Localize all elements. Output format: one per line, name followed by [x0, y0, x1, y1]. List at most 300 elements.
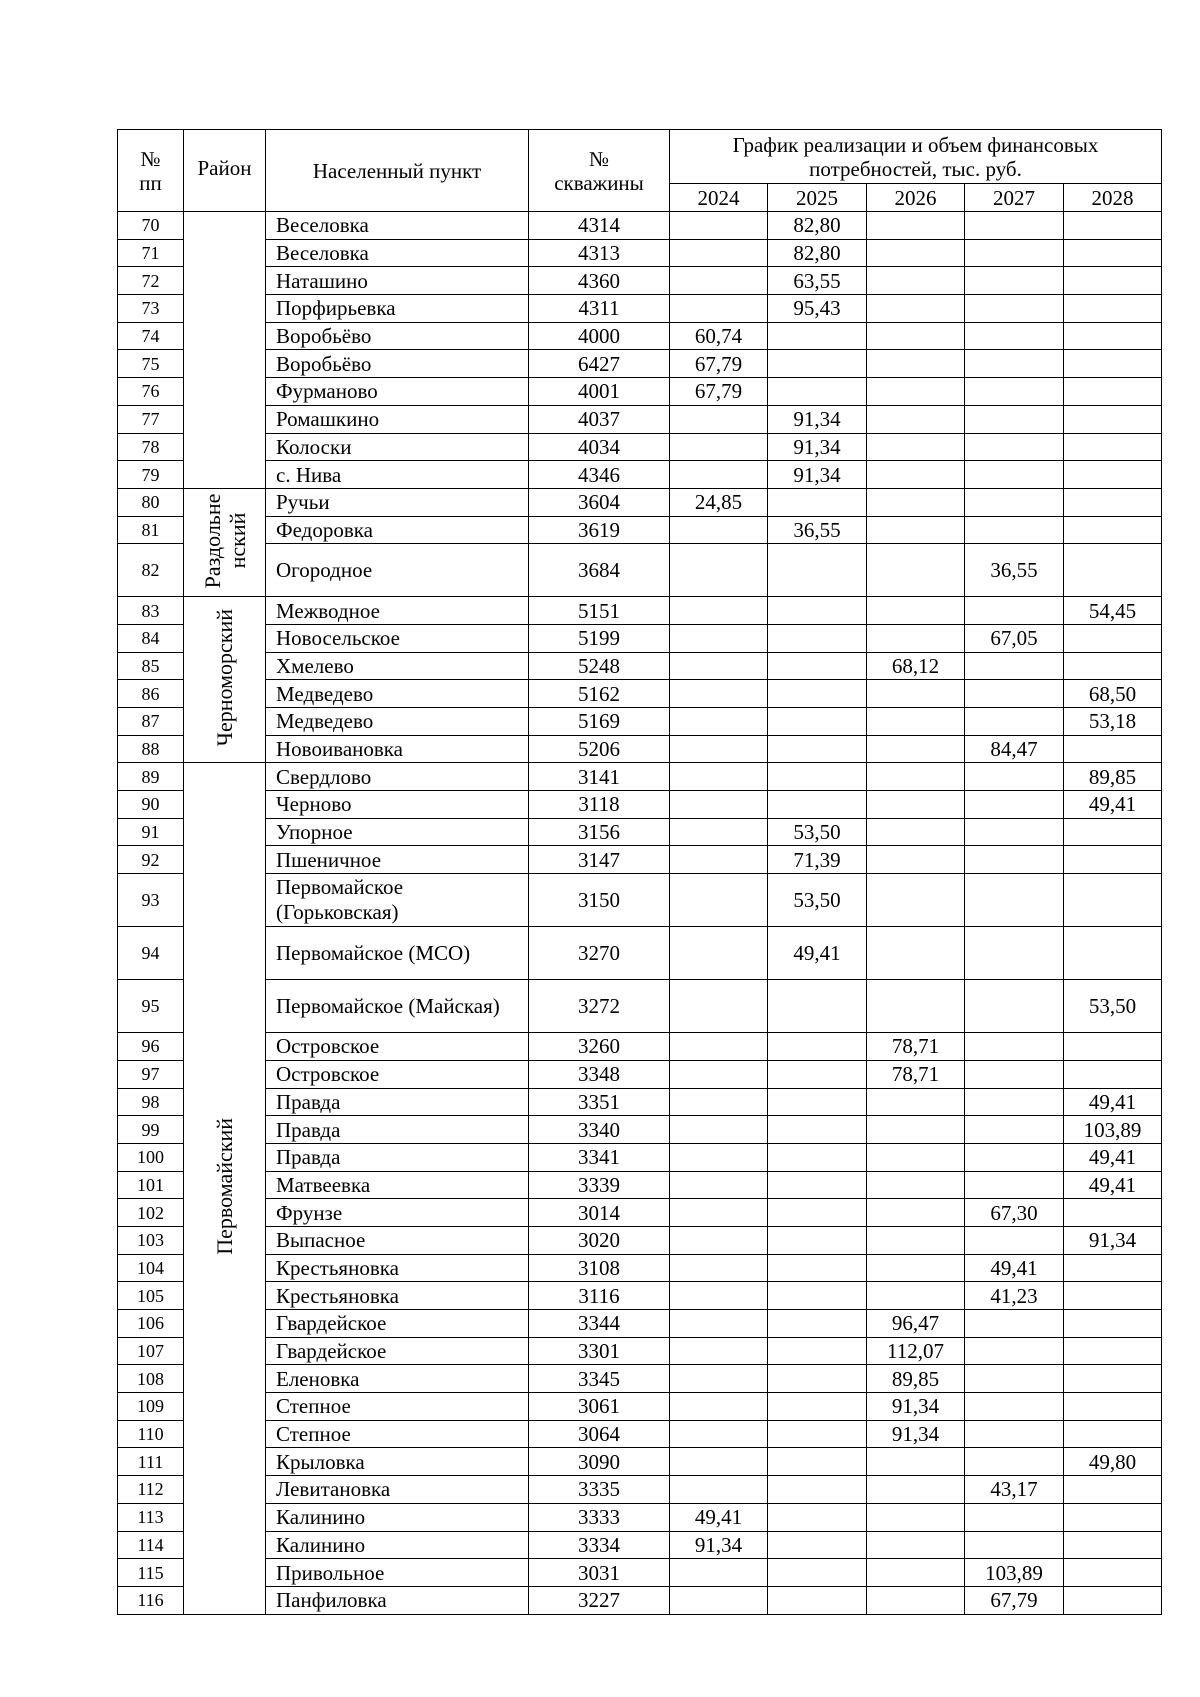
- value-2025: [768, 1586, 867, 1614]
- value-2028: [1064, 1199, 1162, 1227]
- value-2026: [867, 1282, 965, 1310]
- value-2027: [965, 1448, 1064, 1476]
- well-number: 3147: [529, 846, 670, 874]
- value-2027: [965, 295, 1064, 323]
- settlement-name: Порфирьевка: [266, 295, 529, 323]
- value-2027: [965, 874, 1064, 927]
- table-row: [118, 516, 1162, 544]
- value-2025: [768, 1116, 867, 1144]
- value-2027: [965, 488, 1064, 516]
- value-2027: [965, 1088, 1064, 1116]
- settlement-name: Правда: [266, 1116, 529, 1144]
- value-2028: [1064, 1310, 1162, 1338]
- value-2026: [867, 624, 965, 652]
- value-2028: 49,41: [1064, 791, 1162, 819]
- value-2024: [670, 680, 768, 708]
- value-2026: [867, 378, 965, 406]
- value-2025: [768, 680, 867, 708]
- value-2024: [670, 1226, 768, 1254]
- value-2028: [1064, 1337, 1162, 1365]
- well-number: 3272: [529, 980, 670, 1033]
- settlement-name: Крестьяновка: [266, 1282, 529, 1310]
- value-2026: [867, 791, 965, 819]
- value-2026: [867, 1143, 965, 1171]
- value-2024: [670, 818, 768, 846]
- value-2026: 91,34: [867, 1393, 965, 1421]
- row-number: 107: [118, 1337, 184, 1365]
- settlement-name: Левитановка: [266, 1476, 529, 1504]
- table-row: [118, 1254, 1162, 1282]
- value-2026: 96,47: [867, 1310, 965, 1338]
- value-2025: [768, 488, 867, 516]
- value-2028: 49,41: [1064, 1171, 1162, 1199]
- value-2028: [1064, 1420, 1162, 1448]
- settlement-name: с. Нива: [266, 461, 529, 489]
- row-number: 97: [118, 1060, 184, 1088]
- value-2024: [670, 791, 768, 819]
- value-2026: 78,71: [867, 1060, 965, 1088]
- value-2026: [867, 1448, 965, 1476]
- value-2026: [867, 980, 965, 1033]
- value-2025: 53,50: [768, 818, 867, 846]
- table-row: [118, 624, 1162, 652]
- value-2026: [867, 1531, 965, 1559]
- district-label: Черноморский: [212, 609, 237, 747]
- settlement-name: Колоски: [266, 433, 529, 461]
- value-2027: [965, 818, 1064, 846]
- value-2024: [670, 1171, 768, 1199]
- value-2026: [867, 461, 965, 489]
- row-number: 88: [118, 735, 184, 763]
- value-2028: [1064, 1559, 1162, 1587]
- well-number: 4034: [529, 433, 670, 461]
- settlement-name: Панфиловка: [266, 1586, 529, 1614]
- value-2028: [1064, 544, 1162, 597]
- value-2027: [965, 1310, 1064, 1338]
- row-number: 89: [118, 763, 184, 791]
- value-2026: [867, 433, 965, 461]
- well-number: 3064: [529, 1420, 670, 1448]
- well-number: 3227: [529, 1586, 670, 1614]
- well-number: 3341: [529, 1143, 670, 1171]
- value-2028: 91,34: [1064, 1226, 1162, 1254]
- row-number: 78: [118, 433, 184, 461]
- well-number: 5162: [529, 680, 670, 708]
- well-number: 5206: [529, 735, 670, 763]
- table-row: [118, 267, 1162, 295]
- value-2024: [670, 1365, 768, 1393]
- row-number: 110: [118, 1420, 184, 1448]
- value-2028: [1064, 239, 1162, 267]
- value-2025: [768, 378, 867, 406]
- header-year-2026: 2026: [867, 184, 965, 212]
- well-number: 3351: [529, 1088, 670, 1116]
- settlement-name: Новоивановка: [266, 735, 529, 763]
- value-2026: [867, 1171, 965, 1199]
- value-2025: 82,80: [768, 239, 867, 267]
- value-2026: [867, 322, 965, 350]
- value-2026: [867, 1116, 965, 1144]
- row-number: 98: [118, 1088, 184, 1116]
- table-row: [118, 295, 1162, 323]
- well-number: 3020: [529, 1226, 670, 1254]
- value-2028: 89,85: [1064, 763, 1162, 791]
- value-2027: [965, 1531, 1064, 1559]
- value-2025: [768, 1282, 867, 1310]
- value-2025: 71,39: [768, 846, 867, 874]
- value-2024: 60,74: [670, 322, 768, 350]
- table-row: [118, 1143, 1162, 1171]
- table-row: [118, 1365, 1162, 1393]
- row-number: 103: [118, 1226, 184, 1254]
- value-2026: 112,07: [867, 1337, 965, 1365]
- row-number: 96: [118, 1033, 184, 1061]
- value-2028: [1064, 735, 1162, 763]
- value-2024: [670, 846, 768, 874]
- value-2026: [867, 1254, 965, 1282]
- settlement-name: Еленовка: [266, 1365, 529, 1393]
- table-row: [118, 1033, 1162, 1061]
- value-2027: [965, 652, 1064, 680]
- value-2028: [1064, 874, 1162, 927]
- value-2027: [965, 1143, 1064, 1171]
- table-row: [118, 1393, 1162, 1421]
- value-2026: [867, 597, 965, 625]
- well-number: 4311: [529, 295, 670, 323]
- table-row: [118, 1060, 1162, 1088]
- value-2028: [1064, 652, 1162, 680]
- settlement-name: Степное: [266, 1420, 529, 1448]
- settlement-name: Новосельское: [266, 624, 529, 652]
- value-2028: [1064, 1033, 1162, 1061]
- value-2027: 41,23: [965, 1282, 1064, 1310]
- settlement-name: Свердлово: [266, 763, 529, 791]
- row-number: 73: [118, 295, 184, 323]
- settlement-name: Первомайское (Горьковская): [266, 874, 529, 927]
- value-2026: [867, 516, 965, 544]
- value-2026: [867, 488, 965, 516]
- value-2025: [768, 1337, 867, 1365]
- row-number: 70: [118, 212, 184, 240]
- value-2028: [1064, 1254, 1162, 1282]
- table-row: [118, 1310, 1162, 1338]
- settlement-name: Упорное: [266, 818, 529, 846]
- value-2027: 49,41: [965, 1254, 1064, 1282]
- table-row: [118, 544, 1162, 597]
- value-2027: [965, 378, 1064, 406]
- settlement-name: Степное: [266, 1393, 529, 1421]
- value-2026: [867, 350, 965, 378]
- row-number: 75: [118, 350, 184, 378]
- well-number: 3118: [529, 791, 670, 819]
- value-2024: [670, 405, 768, 433]
- value-2026: [867, 1088, 965, 1116]
- value-2026: [867, 1226, 965, 1254]
- well-number: 5169: [529, 708, 670, 736]
- value-2027: [965, 680, 1064, 708]
- settlement-name: Медведево: [266, 680, 529, 708]
- row-number: 115: [118, 1559, 184, 1587]
- district-cell: [184, 763, 266, 1614]
- value-2024: [670, 1199, 768, 1227]
- row-number: 105: [118, 1282, 184, 1310]
- value-2026: 89,85: [867, 1365, 965, 1393]
- well-number: 3090: [529, 1448, 670, 1476]
- value-2028: [1064, 267, 1162, 295]
- row-number: 94: [118, 927, 184, 980]
- value-2024: 67,79: [670, 378, 768, 406]
- value-2027: 67,05: [965, 624, 1064, 652]
- value-2026: [867, 1199, 965, 1227]
- value-2024: 91,34: [670, 1531, 768, 1559]
- value-2025: [768, 763, 867, 791]
- value-2028: [1064, 1393, 1162, 1421]
- district-cell: [184, 597, 266, 763]
- value-2025: [768, 322, 867, 350]
- value-2027: [965, 461, 1064, 489]
- value-2028: [1064, 322, 1162, 350]
- settlement-name: Веселовка: [266, 212, 529, 240]
- value-2026: [867, 708, 965, 736]
- table-row: [118, 1226, 1162, 1254]
- value-2027: [965, 516, 1064, 544]
- table-row: [118, 980, 1162, 1033]
- row-number: 90: [118, 791, 184, 819]
- header-well: № скважины: [529, 130, 670, 212]
- value-2027: [965, 980, 1064, 1033]
- district-label: Раздольне нский: [199, 493, 250, 588]
- value-2024: [670, 544, 768, 597]
- well-number: 3150: [529, 874, 670, 927]
- value-2025: [768, 1476, 867, 1504]
- value-2025: 53,50: [768, 874, 867, 927]
- value-2024: [670, 1476, 768, 1504]
- table-row: [118, 1199, 1162, 1227]
- settlement-name: Воробьёво: [266, 322, 529, 350]
- table-header: [118, 130, 1162, 212]
- table-row: [118, 322, 1162, 350]
- value-2024: [670, 1060, 768, 1088]
- well-number: 3333: [529, 1503, 670, 1531]
- value-2024: [670, 239, 768, 267]
- value-2028: [1064, 378, 1162, 406]
- well-number: 6427: [529, 350, 670, 378]
- value-2026: [867, 874, 965, 927]
- value-2027: [965, 1060, 1064, 1088]
- value-2028: 49,80: [1064, 1448, 1162, 1476]
- well-number: 3345: [529, 1365, 670, 1393]
- value-2026: [867, 735, 965, 763]
- table-row: [118, 818, 1162, 846]
- row-number: 102: [118, 1199, 184, 1227]
- value-2025: [768, 652, 867, 680]
- row-number: 83: [118, 597, 184, 625]
- well-number: 3141: [529, 763, 670, 791]
- settlement-name: Привольное: [266, 1559, 529, 1587]
- value-2028: [1064, 488, 1162, 516]
- row-number: 85: [118, 652, 184, 680]
- value-2026: [867, 1586, 965, 1614]
- wells-financing-table: [117, 129, 1162, 1615]
- value-2028: [1064, 405, 1162, 433]
- value-2026: 78,71: [867, 1033, 965, 1061]
- settlement-name: Хмелево: [266, 652, 529, 680]
- value-2027: [965, 1393, 1064, 1421]
- value-2025: [768, 544, 867, 597]
- value-2026: [867, 544, 965, 597]
- table-row: [118, 1503, 1162, 1531]
- value-2028: [1064, 212, 1162, 240]
- settlement-name: Крестьяновка: [266, 1254, 529, 1282]
- header-year-2027: 2027: [965, 184, 1064, 212]
- value-2025: [768, 1393, 867, 1421]
- value-2026: [867, 1476, 965, 1504]
- settlement-name: Ромашкино: [266, 405, 529, 433]
- value-2024: 49,41: [670, 1503, 768, 1531]
- value-2026: [867, 405, 965, 433]
- header-year-2028: 2028: [1064, 184, 1162, 212]
- value-2027: [965, 350, 1064, 378]
- settlement-name: Первомайское (Майская): [266, 980, 529, 1033]
- value-2024: [670, 1337, 768, 1365]
- header-schedule: График реализации и объем финансовых потребностей, тыс. руб.: [670, 130, 1162, 184]
- value-2028: [1064, 461, 1162, 489]
- row-number: 80: [118, 488, 184, 516]
- value-2026: [867, 846, 965, 874]
- table-body: [118, 212, 1162, 1615]
- header-num: № пп: [118, 130, 184, 212]
- value-2025: 36,55: [768, 516, 867, 544]
- value-2024: [670, 624, 768, 652]
- value-2027: 36,55: [965, 544, 1064, 597]
- value-2025: [768, 791, 867, 819]
- value-2025: [768, 1531, 867, 1559]
- row-number: 113: [118, 1503, 184, 1531]
- value-2025: [768, 1310, 867, 1338]
- well-number: 3335: [529, 1476, 670, 1504]
- value-2025: [768, 1448, 867, 1476]
- district-cell: [184, 212, 266, 489]
- value-2027: [965, 212, 1064, 240]
- row-number: 108: [118, 1365, 184, 1393]
- value-2024: [670, 708, 768, 736]
- table-row: [118, 239, 1162, 267]
- value-2027: [965, 322, 1064, 350]
- table-row: [118, 433, 1162, 461]
- value-2025: [768, 1060, 867, 1088]
- header-district: Район: [184, 130, 266, 212]
- value-2025: [768, 1503, 867, 1531]
- settlement-name: Правда: [266, 1143, 529, 1171]
- well-number: 5151: [529, 597, 670, 625]
- value-2025: 95,43: [768, 295, 867, 323]
- value-2027: 67,30: [965, 1199, 1064, 1227]
- row-number: 79: [118, 461, 184, 489]
- value-2024: [670, 267, 768, 295]
- well-number: 3014: [529, 1199, 670, 1227]
- value-2025: [768, 1559, 867, 1587]
- value-2025: [768, 597, 867, 625]
- value-2028: 68,50: [1064, 680, 1162, 708]
- table-row: [118, 1088, 1162, 1116]
- table-row: [118, 791, 1162, 819]
- table-row: [118, 461, 1162, 489]
- well-number: 3260: [529, 1033, 670, 1061]
- value-2027: [965, 1337, 1064, 1365]
- value-2028: [1064, 1282, 1162, 1310]
- well-number: 5248: [529, 652, 670, 680]
- value-2024: [670, 927, 768, 980]
- row-number: 92: [118, 846, 184, 874]
- well-number: 4000: [529, 322, 670, 350]
- settlement-name: Островское: [266, 1060, 529, 1088]
- well-number: 4313: [529, 239, 670, 267]
- value-2027: [965, 1420, 1064, 1448]
- value-2028: [1064, 846, 1162, 874]
- table-row: [118, 652, 1162, 680]
- well-number: 4037: [529, 405, 670, 433]
- well-number: 3619: [529, 516, 670, 544]
- value-2024: [670, 1088, 768, 1116]
- value-2028: [1064, 516, 1162, 544]
- table-row: [118, 846, 1162, 874]
- well-number: 4346: [529, 461, 670, 489]
- value-2024: [670, 1420, 768, 1448]
- well-number: 3061: [529, 1393, 670, 1421]
- settlement-name: Островское: [266, 1033, 529, 1061]
- row-number: 100: [118, 1143, 184, 1171]
- row-number: 91: [118, 818, 184, 846]
- row-number: 84: [118, 624, 184, 652]
- settlement-name: Правда: [266, 1088, 529, 1116]
- settlement-name: Выпасное: [266, 1226, 529, 1254]
- value-2025: [768, 1365, 867, 1393]
- value-2025: 49,41: [768, 927, 867, 980]
- value-2027: [965, 433, 1064, 461]
- value-2024: [670, 735, 768, 763]
- value-2028: 53,18: [1064, 708, 1162, 736]
- value-2025: 63,55: [768, 267, 867, 295]
- value-2024: [670, 1393, 768, 1421]
- settlement-name: Федоровка: [266, 516, 529, 544]
- value-2026: [867, 927, 965, 980]
- value-2027: [965, 927, 1064, 980]
- value-2027: 103,89: [965, 1559, 1064, 1587]
- value-2028: 49,41: [1064, 1143, 1162, 1171]
- row-number: 116: [118, 1586, 184, 1614]
- header-year-2025: 2025: [768, 184, 867, 212]
- value-2025: [768, 1199, 867, 1227]
- value-2026: [867, 295, 965, 323]
- row-number: 101: [118, 1171, 184, 1199]
- value-2024: [670, 1254, 768, 1282]
- value-2026: 91,34: [867, 1420, 965, 1448]
- value-2025: [768, 350, 867, 378]
- value-2027: [965, 1365, 1064, 1393]
- value-2026: [867, 267, 965, 295]
- row-number: 82: [118, 544, 184, 597]
- value-2025: 82,80: [768, 212, 867, 240]
- value-2025: [768, 1033, 867, 1061]
- row-number: 112: [118, 1476, 184, 1504]
- value-2026: [867, 1503, 965, 1531]
- settlement-name: Матвеевка: [266, 1171, 529, 1199]
- value-2028: 49,41: [1064, 1088, 1162, 1116]
- table-row: [118, 405, 1162, 433]
- table-row: [118, 1282, 1162, 1310]
- value-2027: [965, 1171, 1064, 1199]
- value-2025: [768, 1254, 867, 1282]
